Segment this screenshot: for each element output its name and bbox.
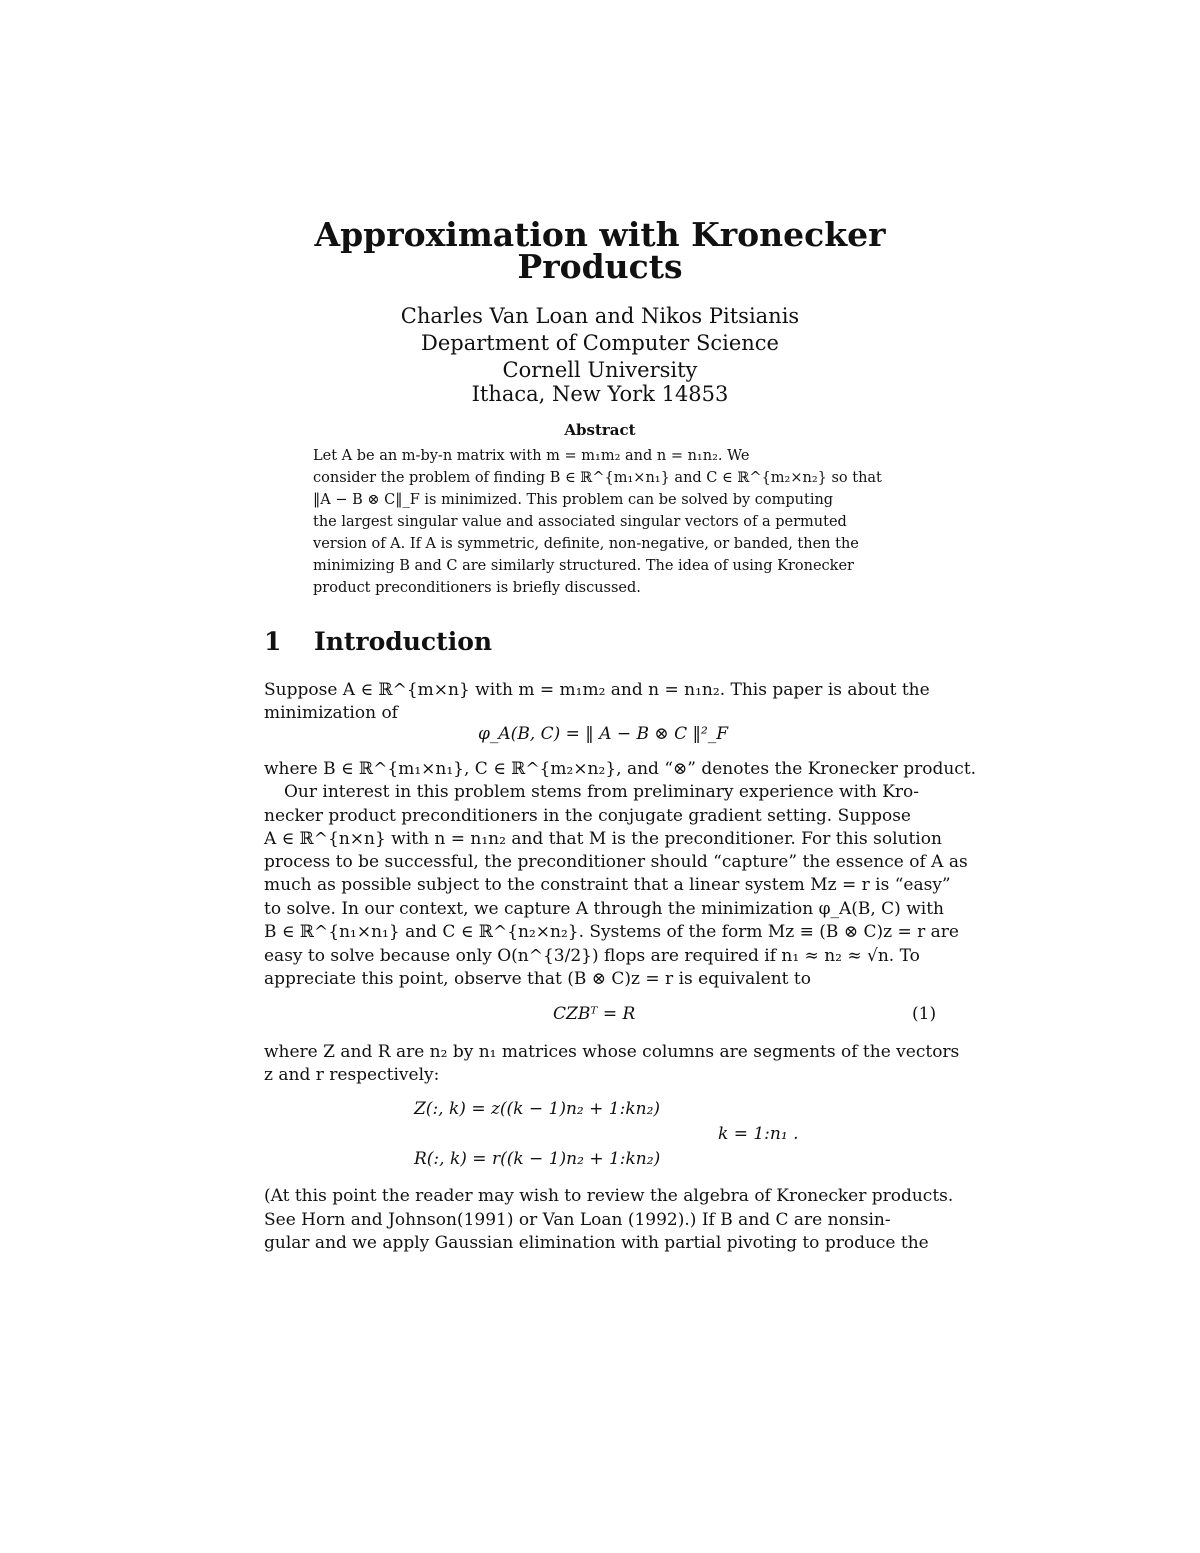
body-line: process to be successful, the preconditioner should “capture” the essence of A as — [264, 852, 968, 872]
body-line: gular and we apply Gaussian elimination with partial pivoting to produce the — [264, 1233, 929, 1253]
equation-phi: φ_A(B, C) = ‖ A − B ⊗ C ‖²_F — [478, 724, 729, 744]
body-line: A ∈ ℝ^{n×n} with n = n₁n₂ and that M is the preconditioner. For this solution — [264, 829, 942, 849]
body-line: where B ∈ ℝ^{m₁×n₁}, C ∈ ℝ^{m₂×n₂}, and “⊗” denotes the Kronecker product. — [264, 759, 977, 779]
university: Cornell University — [502, 358, 698, 382]
abstract-line: version of A. If A is symmetric, definite, non-negative, or banded, then the — [313, 536, 859, 552]
section-number: 1 — [264, 627, 282, 656]
authors: Charles Van Loan and Nikos Pitsianis — [400, 304, 800, 328]
equation-1: CZBᵀ = R — [553, 1004, 636, 1024]
body-line: See Horn and Johnson(1991) or Van Loan (1992).) If B and C are nonsin- — [264, 1210, 891, 1230]
abstract-line: product preconditioners is briefly discussed. — [313, 580, 641, 596]
body-line: B ∈ ℝ^{n₁×n₁} and C ∈ ℝ^{n₂×n₂}. Systems of the form Mz ≡ (B ⊗ C)z = r are — [264, 922, 959, 942]
abstract-line: Let A be an m-by-n matrix with m = m₁m₂ and n = n₁n₂. We — [313, 448, 750, 464]
address: Ithaca, New York 14853 — [471, 382, 729, 406]
abstract-line: the largest singular value and associated singular vectors of a permuted — [313, 514, 847, 530]
body-line: necker product preconditioners in the conjugate gradient setting. Suppose — [264, 806, 911, 826]
equation-1-number: (1) — [912, 1004, 937, 1024]
department: Department of Computer Science — [421, 331, 779, 355]
paper-title-line-2: Products — [517, 247, 683, 286]
section-title: Introduction — [314, 627, 493, 656]
abstract-line: ‖A − B ⊗ C‖_F is minimized. This problem can be solved by computing — [313, 492, 834, 508]
body-line: where Z and R are n₂ by n₁ matrices whose columns are segments of the vectors — [264, 1042, 960, 1062]
abstract-heading: Abstract — [564, 421, 636, 439]
body-line: z and r respectively: — [264, 1065, 440, 1085]
body-line: minimization of — [264, 703, 398, 723]
body-line: much as possible subject to the constraint that a linear system Mz = r is “easy” — [264, 875, 951, 895]
abstract-line: consider the problem of finding B ∈ ℝ^{m₁×n₁} and C ∈ ℝ^{m₂×n₂} so that — [313, 470, 882, 486]
equation-z-definition: Z(:, k) = z((k − 1)n₂ + 1:kn₂) — [414, 1099, 661, 1119]
body-line: appreciate this point, observe that (B ⊗ C)z = r is equivalent to — [264, 969, 811, 989]
body-line: Suppose A ∈ ℝ^{m×n} with m = m₁m₂ and n = n₁n₂. This paper is about the — [264, 680, 930, 700]
body-line: to solve. In our context, we capture A through the minimization φ_A(B, C) with — [264, 899, 944, 919]
equation-k-range: k = 1:n₁ . — [718, 1124, 799, 1144]
abstract-line: minimizing B and C are similarly structured. The idea of using Kronecker — [313, 558, 854, 574]
body-line: easy to solve because only O(n^{3/2}) flops are required if n₁ ≈ n₂ ≈ √n. To — [264, 946, 920, 966]
paper-title-line-1: Approximation with Kronecker — [314, 215, 886, 254]
equation-r-definition: R(:, k) = r((k − 1)n₂ + 1:kn₂) — [414, 1149, 661, 1169]
body-line: (At this point the reader may wish to review the algebra of Kronecker products. — [264, 1186, 954, 1206]
body-line: Our interest in this problem stems from preliminary experience with Kro- — [284, 782, 920, 802]
